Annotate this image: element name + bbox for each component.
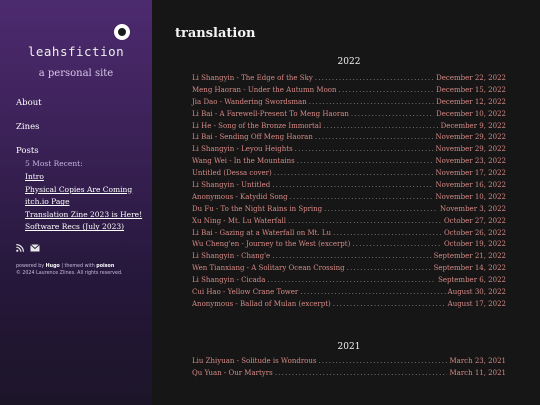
dot-leader xyxy=(333,228,442,240)
post-date: August 17, 2022 xyxy=(447,299,506,308)
post-row[interactable] xyxy=(192,109,506,121)
dot-leader xyxy=(339,85,435,97)
sidebar-footer xyxy=(16,263,146,278)
post-date: October 26, 2022 xyxy=(443,228,506,237)
recent-post-item xyxy=(25,221,146,234)
post-title-link[interactable]: Li Shangyin - Cicada xyxy=(192,276,266,285)
post-date: December 12, 2022 xyxy=(436,97,506,106)
nav-about-link[interactable]: About xyxy=(16,98,42,108)
dot-leader xyxy=(288,216,442,228)
post-date: December 22, 2022 xyxy=(436,74,506,82)
post-row[interactable] xyxy=(192,156,506,168)
post-title-link[interactable]: Li Shangyin - The Edge of the Sky xyxy=(192,74,313,82)
dot-leader xyxy=(347,263,432,275)
year-heading: 2021 xyxy=(337,342,361,352)
dot-leader xyxy=(324,204,438,216)
dot-leader xyxy=(297,156,434,168)
post-date: December 15, 2022 xyxy=(436,85,506,94)
social-links xyxy=(16,244,40,252)
recent-post-link[interactable]: itch.io Page xyxy=(25,197,70,207)
dot-leader xyxy=(315,73,434,85)
post-row[interactable] xyxy=(192,275,506,287)
post-row[interactable] xyxy=(192,132,506,144)
dot-leader xyxy=(352,239,442,251)
post-row[interactable] xyxy=(192,251,506,263)
recent-post-link[interactable]: Software Recs (July 2023) xyxy=(25,222,125,232)
recent-posts-list xyxy=(25,171,146,234)
post-date: March 23, 2021 xyxy=(449,357,506,365)
post-title-link[interactable]: Liu Zhiyuan - Solitude is Wondrous xyxy=(192,357,317,365)
post-title-link[interactable]: Jia Dao - Wandering Swordsman xyxy=(192,97,307,106)
post-row[interactable] xyxy=(192,239,506,251)
post-row[interactable] xyxy=(192,168,506,180)
post-date: December 10, 2022 xyxy=(436,109,506,118)
sidebar xyxy=(0,0,152,405)
recent-post-item xyxy=(25,184,146,197)
dot-leader xyxy=(300,287,445,299)
post-date: November 23, 2022 xyxy=(435,157,506,166)
post-row[interactable] xyxy=(192,121,506,133)
post-title-link[interactable]: Wen Tianxiang - A Solitary Ocean Crossing xyxy=(192,264,345,273)
dot-leader xyxy=(319,356,448,368)
post-title-link[interactable]: Li Bai - Sending Off Meng Haoran xyxy=(192,133,313,142)
post-title-link[interactable]: Anonymous - Katydid Song xyxy=(192,192,288,201)
recent-post-item xyxy=(25,196,146,209)
footer-hugo-link[interactable]: Hugo xyxy=(45,264,60,269)
post-title-link[interactable]: Du Fu - To the Night Rains in Spring xyxy=(192,204,323,213)
post-row[interactable] xyxy=(192,204,506,216)
post-row[interactable] xyxy=(192,356,506,368)
post-title-link[interactable]: Li He - Song of the Bronze Immortal xyxy=(192,121,322,130)
post-date: November 3, 2022 xyxy=(440,204,506,213)
post-date: November 10, 2022 xyxy=(435,192,506,201)
post-title-link[interactable]: Xu Ning - Mt. Lu Waterfall xyxy=(192,216,287,225)
post-title-link[interactable]: Wu Cheng'en - Journey to the West (excerpt) xyxy=(192,240,351,249)
dot-leader xyxy=(323,121,438,133)
recent-post-item xyxy=(25,209,146,222)
post-row[interactable] xyxy=(192,299,506,311)
dot-leader xyxy=(267,275,436,287)
page-title: translation xyxy=(175,26,256,41)
recent-post-link[interactable]: Intro xyxy=(25,172,44,181)
dot-leader xyxy=(272,251,431,263)
dot-leader xyxy=(272,180,433,192)
email-icon[interactable] xyxy=(30,244,40,252)
footer-theme-link[interactable]: poison xyxy=(96,264,115,269)
post-title-link[interactable]: Cui Hao - Yellow Crane Tower xyxy=(192,288,299,297)
nav-posts-link[interactable]: Posts xyxy=(16,146,39,156)
post-row[interactable] xyxy=(192,192,506,204)
dot-leader xyxy=(290,192,434,204)
post-row[interactable] xyxy=(192,287,506,299)
footer-themed-with: | themed with xyxy=(61,264,95,269)
post-date: March 11, 2021 xyxy=(449,368,506,377)
recent-post-item xyxy=(25,171,146,184)
nav-zines-link[interactable]: Zines xyxy=(16,122,40,132)
post-date: September 14, 2022 xyxy=(433,264,506,273)
post-list xyxy=(192,356,506,380)
post-title-link[interactable]: Li Shangyin - Chang'e xyxy=(192,252,271,261)
post-date: November 29, 2022 xyxy=(435,133,506,142)
post-title-link[interactable]: Wang Wei - In the Mountains xyxy=(192,157,295,166)
post-row[interactable] xyxy=(192,73,506,85)
post-date: October 19, 2022 xyxy=(443,240,506,249)
post-title-link[interactable]: Qu Yuan - Our Martyrs xyxy=(192,368,273,377)
post-title-link[interactable]: Li Shangyin - Leyou Heights xyxy=(192,145,293,154)
post-date: December 9, 2022 xyxy=(440,121,506,130)
post-date: October 27, 2022 xyxy=(443,216,506,225)
dot-leader xyxy=(295,144,434,156)
post-row[interactable] xyxy=(192,368,506,380)
post-list xyxy=(192,73,506,311)
post-row[interactable] xyxy=(192,263,506,275)
recent-post-link[interactable]: Physical Copies Are Coming xyxy=(25,184,133,194)
rss-icon[interactable] xyxy=(16,244,24,252)
dot-leader xyxy=(309,97,434,109)
recent-post-link[interactable]: Translation Zine 2023 is Here! xyxy=(25,209,143,219)
dot-leader xyxy=(315,132,434,144)
post-row[interactable] xyxy=(192,216,506,228)
dot-leader xyxy=(275,368,448,380)
post-row[interactable] xyxy=(192,97,506,109)
post-title-link[interactable]: Li Bai - Gazing at a Waterfall on Mt. Lu xyxy=(192,228,332,237)
post-row[interactable] xyxy=(192,144,506,156)
post-date: November 17, 2022 xyxy=(435,169,506,178)
post-title-link[interactable]: Li Shangyin - Untitled xyxy=(192,181,271,190)
footer-powered-by: powered by xyxy=(16,264,45,269)
dot-leader xyxy=(351,109,434,121)
post-title-link[interactable]: Li Bai - A Farewell-Present To Meng Haoran xyxy=(192,109,349,118)
post-row[interactable] xyxy=(192,85,506,97)
theme-toggle-icon[interactable] xyxy=(114,24,130,40)
post-date: November 29, 2022 xyxy=(435,145,506,154)
recent-posts-heading: 5 Most Recent: xyxy=(25,159,83,168)
main-content xyxy=(175,0,535,405)
post-row[interactable] xyxy=(192,180,506,192)
post-title-link[interactable]: Untitled (Dessa cover) xyxy=(192,169,272,178)
post-row[interactable] xyxy=(192,228,506,240)
post-title-link[interactable]: Anonymous - Ballad of Mulan (excerpt) xyxy=(192,299,331,308)
post-date: August 30, 2022 xyxy=(447,288,506,297)
footer-copyright: © 2024 Laurence Zlines. All rights reserved. xyxy=(16,271,123,277)
sidebar-nav xyxy=(16,98,146,234)
post-date: September 6, 2022 xyxy=(438,276,506,285)
site-title[interactable]: leahsfiction xyxy=(27,44,125,59)
post-date: September 21, 2022 xyxy=(433,252,506,261)
year-heading: 2022 xyxy=(337,57,361,67)
post-date: November 16, 2022 xyxy=(435,181,506,190)
post-title-link[interactable]: Meng Haoran - Under the Autumn Moon xyxy=(192,85,337,94)
dot-leader xyxy=(333,299,446,311)
dot-leader xyxy=(274,168,434,180)
site-subtitle: a personal site xyxy=(38,68,114,79)
